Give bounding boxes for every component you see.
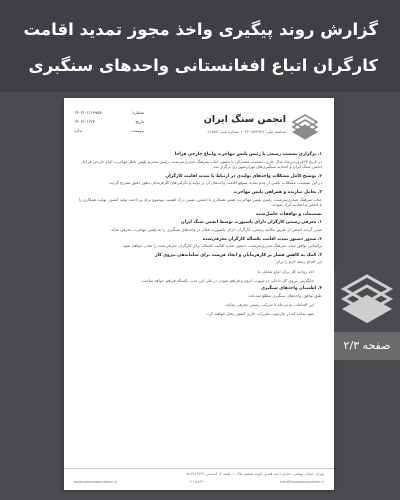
number-label: شماره: xyxy=(131,110,144,115)
stone-logo-icon xyxy=(290,112,320,142)
page-title-line-1: گزارش روند پیگیری واخذ مجوز تمدید اقامت xyxy=(23,20,378,39)
org-name: انجمن سنگ ایران xyxy=(203,114,286,125)
page-indicator: صفحه ۲/۳ xyxy=(334,332,400,360)
decisions-title: تصمیمات و توافقات حاصل‌شده xyxy=(255,211,322,217)
decision-text: این اقدام زمینه لازم را برای: xyxy=(274,259,322,265)
footer-address: تهران، خیابان بهشتی، خیابان احمد قصیر، کوچه ششم، پلاک ۱، طبقه ۴، کدپستی ۱۵۱۳۸۱۳۷۴۲ xyxy=(185,472,324,476)
page-title-line-2: کارگران اتباع افغانستانی واحدهای سنگبری xyxy=(28,56,378,75)
number-value: ۱۴۰۲/۰۱/۱۳۹۵۸ xyxy=(74,110,102,115)
bullet-item: جایگزینی نیروی کار داخلی در صورت لزوم و فراهم نمودن در طی این مدت یکساله فراهم خواهد ساخت. xyxy=(140,277,314,283)
decision-item xyxy=(76,220,322,232)
footer-website[interactable]: www.stoneassociation.ir xyxy=(74,480,118,484)
letter-footer xyxy=(64,468,334,490)
stone-logo-icon xyxy=(334,268,400,332)
decision-text: براساس توافق جناب سرهنگ حیدری‌سرشت، دستور تمدید اقامت یکساله برای کارگران معرفی‌شده را صادر خواهند نمود. xyxy=(121,243,322,249)
bullet-item: این اقدامات دو مرحله با شرکت رسمی معرفی نمایند. xyxy=(224,302,314,308)
side-logo-panel xyxy=(334,268,400,332)
decision-item xyxy=(76,237,322,249)
section-item xyxy=(76,152,322,170)
decision-text: مقرر گردید انجمن از طریق مکاتبه رسمی، کارگران دارای پاسپورت فعال در واحدهای سنگبری را به پلیس مهاجرت معرفی نماید. xyxy=(109,226,322,232)
section-heading: ۲. توضیح کامل مشکلات واحدهای تولیدی در ارتباط با تمدید اقامت کارگران xyxy=(165,173,322,179)
section-item xyxy=(76,174,322,186)
footer-phone: ۰۲۱-۸۸۶۲۰۰۰ xyxy=(188,480,209,484)
decision-item xyxy=(76,253,322,265)
section-item xyxy=(76,190,322,208)
date-label: تاریخ: xyxy=(134,119,144,124)
section-text: در این نشست، مشکلات ناشی از عدم تمدید بموقع اقامت واحدهای آن بر تولید و نگرانی‌های کارفرمایان بطور دقیق تشریح گردید. xyxy=(108,180,322,186)
decision-heading: ۳. کمک به کاهش فشار بر کارفرمایان و ایجاد فرصت برای ساماندهی نیروی کار xyxy=(155,252,322,258)
section-text: جناب سرهنگ حیدری‌سرشت، رئیس پلیس مهاجرت، ضمن همکاری با انجمن، ضمن درک اهمیت موضوع برای پرداخته، تولید کشور، نهایت همکاری را با انجمن و اتحادیه ابراز نمودند. xyxy=(78,196,322,208)
section-heading: ۳. تعامل سازنده و همراهی پلیس مهاجرت xyxy=(233,189,322,195)
final-heading: ۴. اطمینان واحدهای سنگبری xyxy=(260,286,322,292)
letter-body xyxy=(76,152,322,319)
title-band xyxy=(0,0,400,92)
org-registration: شناسه ملی: ۱۰۳۲۰۸۸۹۹۳۸ شماره ثبت: ۲۱۵۸۷ xyxy=(207,129,286,134)
letter-header xyxy=(64,98,334,148)
bullet-item: تعهد نمایند که در چارچوب مقررات جاری کشور رفتار خواهند کرد. xyxy=(205,310,314,316)
decision-heading: ۲. صدور دستور تمدید اقامت یکساله کارگران معرفی‌شده xyxy=(202,236,322,242)
final-section xyxy=(76,286,322,298)
decision-heading: ۱. معرفی رسمی کارگران دارای پاسپورت توسط انجمن سنگ ایران xyxy=(180,220,322,226)
attachment-value: ندارد xyxy=(74,128,83,133)
letter-meta xyxy=(74,108,144,135)
footer-contacts xyxy=(74,480,324,484)
bullet-item: اخذ روادید کار برای اتباع شاغل، با xyxy=(257,268,314,274)
final-text: طبق توافق، واحدهای سنگبری مطلع شده‌اند: xyxy=(247,292,322,298)
date-value: ۱۴۰۲/۰۱/۲۳ xyxy=(74,119,95,124)
footer-email[interactable]: info@stoneassociation.ir xyxy=(279,480,324,484)
section-text: در تاریخ ۲۳فروردین‌ماه سال جاری، نشست مشترکی با حضور جناب سرهنگ حیدری‌سرشت، رئیس محترم پلیس ناظر مهاجرت اتباع خارجی فراجا، انجمن سنگ ایران و اتحادیه سنگبری‌های تهران‌شهر ری برگزار شد. xyxy=(81,158,322,170)
attachment-label: پیوست: xyxy=(130,128,144,133)
letter-document xyxy=(64,98,334,490)
section-heading: ۱. برگزاری نشست رسمی با رئیس پلیس مهاجرت واتباع خارجی فراجا xyxy=(174,152,322,157)
